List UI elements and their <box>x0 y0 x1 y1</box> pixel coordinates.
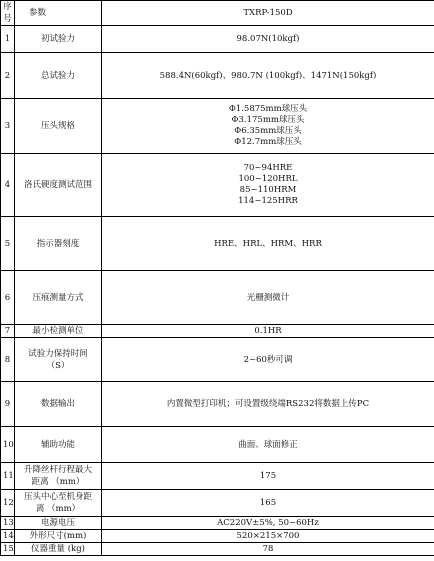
table-row <box>1 271 434 325</box>
row-param: 初试验力 <box>15 26 102 53</box>
row-no: 10 <box>1 427 15 463</box>
header-param: 参数 <box>15 1 102 26</box>
row-value: HRE、HRL、HRM、HRR <box>102 217 434 271</box>
table-row <box>1 427 434 463</box>
row-param: 总试验力 <box>15 53 102 99</box>
table-row <box>1 338 434 382</box>
header-value: TXRP-150D <box>102 1 434 26</box>
row-param: 洛氏硬度测试范围 <box>15 154 102 217</box>
row-no: 3 <box>1 99 15 154</box>
row-value: 520×215×700 <box>102 530 434 543</box>
row-value: 70~94HRE 100~120HRL 85~110HRM 114~125HRR <box>102 154 434 217</box>
row-param: 辅助功能 <box>15 427 102 463</box>
row-value: Φ1.5875mm球压头 Φ3.175mm球压头 Φ6.35mm球压头 Φ12.7mm球压头 <box>102 99 434 154</box>
row-param: 压头规格 <box>15 99 102 154</box>
table-row <box>1 154 434 217</box>
row-value: 0.1HR <box>102 325 434 338</box>
row-value: 光栅测微计 <box>102 271 434 325</box>
row-no: 6 <box>1 271 15 325</box>
row-param: 电源电压 <box>15 517 102 530</box>
row-no: 15 <box>1 543 15 556</box>
row-value: 曲面、球面修正 <box>102 427 434 463</box>
table-row <box>1 463 434 490</box>
row-param: 仪器重量 (kg) <box>15 543 102 556</box>
row-param: 压痕测量方式 <box>15 271 102 325</box>
table-row <box>1 382 434 427</box>
table-row <box>1 26 434 53</box>
row-value: 175 <box>102 463 434 490</box>
row-param: 试验力保持时间 （S） <box>15 338 102 382</box>
header-no: 序 号 <box>1 1 15 26</box>
row-no: 14 <box>1 530 15 543</box>
row-no: 12 <box>1 490 15 517</box>
table-row <box>1 99 434 154</box>
row-value: AC220V±5%, 50~60Hz <box>102 517 434 530</box>
row-value: 98.07N(10kgf) <box>102 26 434 53</box>
row-param: 数据输出 <box>15 382 102 427</box>
row-value: 内置微型打印机；可设置级绕端RS232将数据上传PC <box>102 382 434 427</box>
row-value: 588.4N(60kgf)、980.7N (100kgf)、1471N(150kgf) <box>102 53 434 99</box>
row-no: 2 <box>1 53 15 99</box>
row-value: 165 <box>102 490 434 517</box>
row-value: 78 <box>102 543 434 556</box>
table-row <box>1 217 434 271</box>
row-no: 9 <box>1 382 15 427</box>
row-param: 压头中心至机身距 离 （mm） <box>15 490 102 517</box>
row-no: 4 <box>1 154 15 217</box>
row-no: 11 <box>1 463 15 490</box>
row-param: 外形尺寸(mm) <box>15 530 102 543</box>
row-param: 升降丝杆行程最大 距离 （mm） <box>15 463 102 490</box>
row-no: 8 <box>1 338 15 382</box>
table-row <box>1 325 434 338</box>
table-row <box>1 530 434 543</box>
table-row <box>1 517 434 530</box>
row-param: 指示器刻度 <box>15 217 102 271</box>
row-no: 5 <box>1 217 15 271</box>
table-row <box>1 543 434 556</box>
row-no: 1 <box>1 26 15 53</box>
table-row <box>1 53 434 99</box>
row-no: 7 <box>1 325 15 338</box>
table-row <box>1 490 434 517</box>
row-param: 最小检测单位 <box>15 325 102 338</box>
row-no: 13 <box>1 517 15 530</box>
row-value: 2~60秒可调 <box>102 338 434 382</box>
table-header-row <box>1 1 434 26</box>
